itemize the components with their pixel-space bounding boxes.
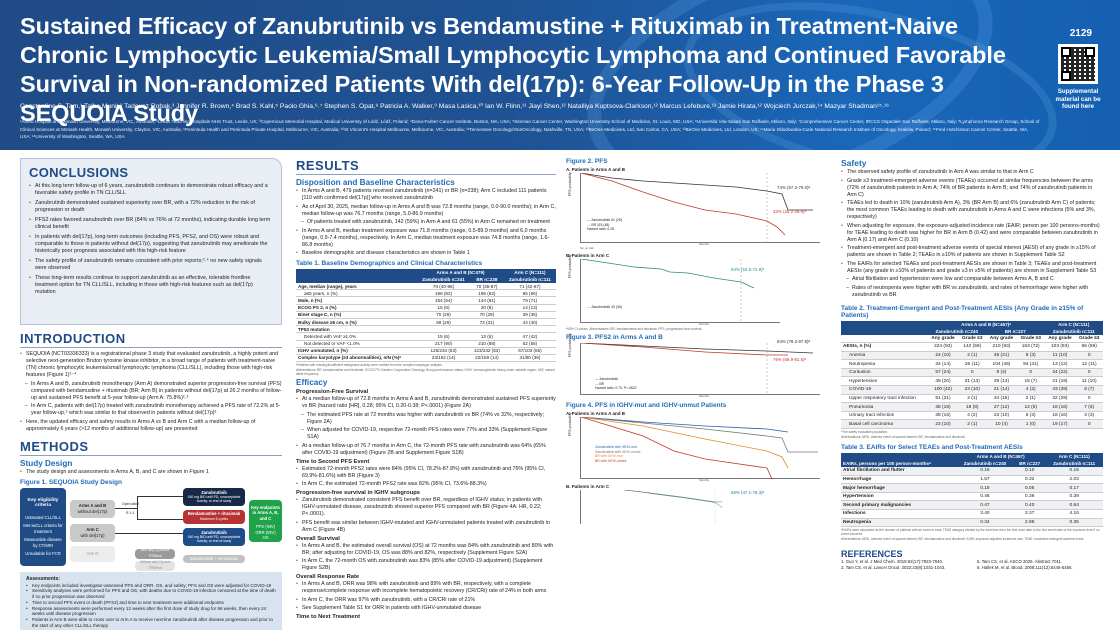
list-item: • At a median follow-up of 76.7 months in Arm C, the 72-month PFS rate with zanubrutinib was 64% (65% after COVID-19 adjustment) (Figure 2B and Supplement Figure S1B): [296, 443, 556, 457]
connector-line: [137, 496, 183, 497]
list-item: • In Arm C, the estimated 72-month PFS2 rate was 82% (95% CI, 73.6%-88.3%): [296, 481, 556, 488]
pfs2-heading: Time to Second PFS Event: [296, 458, 370, 465]
table-row: Male, n (%) 154 (64) 144 (61) 79 (71): [296, 297, 556, 304]
list-item: – Of patients treated with zanubrutinib, 142 (59%) in Arm A and 61 (55%) in Arm C remained on treatment: [296, 219, 556, 226]
table-row: TP53 mutation: [296, 326, 556, 333]
connector-line: [115, 533, 183, 534]
fig2a-risk-table: No. at risk: [580, 246, 594, 250]
table3-title: Table 3. EAIRs for Select TEAEs and Post-Treatment AESIs: [841, 444, 1023, 452]
conclusions-list: [29, 183, 273, 296]
list-item: • In Arms A and B, 479 patients received zanubrutinib (n=241) or BR (n=238); Arm C included 111 patients [110 with confirmed del(17p)] who received zanubrutinib: [296, 188, 556, 202]
list-item: • In Arm C, the 72-month OS with zanubrutinib was 83% (85% after COVID-19 adjustment) (Supplement Figure S2B): [296, 558, 556, 572]
table2: Arms A and B (N=467)ᵃ Arm C (N=111) Zanubrutinib n=240 BR n=227 Zanubrutinib n=111 Any grade Grade ≥3 Any grade Grade ≥3 Any grade Grade ≥3 AESIs, n (%) 224 (93) 142 (59) 210 (93) 163 (72) 103 (93) 65 (59) Anemia 24 (10) 2 (1) 48 (21) 6 (3) 11 (10) 0 Neutropenia 34 (14) 26 (11) 104 (46) 94 (41) 13 (12) 12 (11) Contusion 57 (24) 0 9 (4) 0 24 (22) 0 Hypertension 49 (20) 31 (13) 29 (13) 15 (7) 21 (19) 11 (10) COVID-19 100 (42) 23 (10) 21 (14) 4 (2) 43 (39) 8 (7) Upper respiratory tract infection 51 (21) 2 (1) 34 (15) 2 (1) 32 (29) 0 Pneumonia 38 (16) 18 (8) 27 (12) 12 (5) 18 (16) 7 (6) Urinary tract infection 38 (16) 4 (2) 23 (10) 6 (3) 18 (16) 3 (3) Basal cell carcinoma 23 (10) 2 (1) 10 (4) 1 (0) 19 (17) 0: [841, 321, 1103, 430]
table-row: Neutropenia 34 (14) 26 (11) 104 (46) 94 (41) 13 (12) 12 (11): [841, 360, 1103, 369]
table-row: Not detected or VAF <1.0% 217 (90) 210 (88) 62 (56): [296, 340, 556, 347]
reference-item: 5. Tam CS, et al. ASCO 2025. Abstract 7011.: [977, 559, 1063, 565]
fig3-br-annotation: 76% (69.9-81.6)ᵃ: [773, 357, 807, 363]
open-label-text: Open label: [122, 501, 139, 506]
figure2b-panel: B. Patients in Arm C: [566, 252, 610, 258]
table-row: Hypertension 0.46 0.36 0.38: [841, 492, 1103, 501]
br-box: Bendamustine + rituximab Maximum 6 cycles: [183, 510, 245, 524]
column-2: [296, 158, 556, 621]
introduction-list: [20, 351, 282, 433]
fig4a-legend: Zanubrutinib with IGHV-mut Zanubrutinib with IGHV-unmut BR with IGHV-mut BR with IGHV-unmut: [595, 445, 641, 463]
figure2-footnote: ᵃ95% CI values. Abbreviations: BR, bendamustine and rituximab; PFS, progression-free survival.: [566, 327, 703, 332]
figure2-title: Figure 2. PFS: [566, 158, 608, 165]
list-item: • TEAEs led to death in 10% (zanubrutinib Arm A), 3% (BR Arm B) and 6% (zanubrutinib Arm C) of patients; the most common TEAEs leading to death with zanubrutinib in Arms A and C were infections (5% and 3%, respectively): [841, 200, 1103, 221]
arms-ab-box: Arms A and B without del(17p): [70, 500, 115, 518]
list-item: • Time to second PFS event or death (PFS2) and time to next treatment were additional endpoints: [26, 600, 276, 606]
ttnt-heading: Time to Next Treatment: [296, 614, 360, 621]
list-item: • At a median follow-up of 72.8 months in Arms A and B, zanubrutinib demonstrated sustained PFS superiority vs BR (hazard ratio [HR], 0.28; 95% CI, 0.20-0.38; P<.0001) (Figure 2A): [296, 396, 556, 410]
list-item: • When adjusting for exposure, the exposure-adjusted incidence rate (EAIR; person per 100 persons-months) for TEAE leading to death was higher for BR in Arm B (0.42) and were comparable between zanubrutinib in Arm A (0.17) and Arm C (0.10): [841, 223, 1103, 244]
table1: Arms A and B (N=479) Arm C (N=111) Zanubrutinib n=241 BR n=238 Zanubrutinib n=111 Age, median (range), years 70 (40-86) 70 (35-87) 71 (42-87) ≥65 years, n (%) 198 (82) 195 (82) 95 (86) Male, n (%) 154 (64) 144 (61) 79 (71) ECOG PS 2, n (%) 15 (6) 20 (8) 14 (13) Binet stage C, n (%) 70 (29) 70 (29) 39 (35) Bulky disease ≥5 cm, n (%) 69 (29) 73 (31) 44 (40) TP53 mutation Detected with VAF ≥1.0% 15 (6) 13 (6) 47 (42) Not detected or VAF <1.0% 217 (90) 210 (88) 62 (56) IGHV unmutated, n (%) 125/234 (53) 123/232 (53) 67/103 (65) Complex karyotype (≥3 abnormalities), n/N (%)ᵃ 23/162 (14) 22/159 (14) 31/80 (39): [296, 269, 556, 362]
fig2b-legend: — Zanubrutinib 40 (36): [587, 304, 622, 309]
table2-footnote: ᵃThe safety evaluable population.: [841, 430, 889, 435]
list-item: • The EAIRs for selected TEAEs and post-treatment AESIs are shown in Table 3; TEAEs and post-treatment AESIs (any grade in ≥10% of patients and grade ≥3 in ≥5% of patients) are shown in Supplement Table S3: [841, 261, 1103, 275]
os-heading: Overall Survival: [296, 535, 340, 542]
list-item: • PFS benefit was similar between IGHV-mutated and IGHV-unmutated patients treated with zanubrutinib in Arm C (Figure 4B): [296, 520, 556, 534]
connector-line: [137, 496, 138, 519]
table-row: Major hemorrhage 0.18 0.05 0.17: [841, 484, 1103, 493]
list-item: • See Supplement Table S1 for ORR in patients with IGHV-unmutated disease: [296, 605, 556, 612]
table1-title: Table 1. Baseline Demographics and Clinical Characteristics: [296, 260, 483, 267]
fig2b-axis-label: Months: [699, 322, 709, 326]
list-item: • PFS2 rates favored zanubrutinib over BR (84% vs 76% at 72 months), indicating durable long term clinical benefit: [29, 217, 273, 231]
table-row: Bulky disease ≥5 cm, n (%) 69 (29) 73 (31) 44 (40): [296, 318, 556, 325]
list-item: • Baseline demographic and disease characteristics are shown in Table 1: [296, 250, 556, 257]
zanubrutinib-box: Zanubrutinib 160 mg BID until PD, unacceptable toxicity, or end of study: [183, 488, 245, 506]
disposition-heading: Disposition and Baseline Characteristics: [296, 178, 455, 187]
affiliations: ¹Alfred Hospital and Monash University, Melbourne, VIC, Australia; ²Leeds Teaching Hospitals NHS Trust, Leeds, UK; ³Copernicus Memorial Hospital, Medical University of Łódź, Łódź, Poland; ⁴Dana-Farber Cancer Institute, Boston, MA, USA; ⁵Siteman Cancer Center, Washington University School of Medicine, St. Louis, MO, USA; ⁶Università Vita-Salute San Raffaele, Milano, Italy; ⁷Comprehensive Cancer Center, IRCCS Ospedale San Raffaele, Milano, Italy; ⁸Lymphoma Research Group, School of Clinical Sciences at Monash Health, Monash University, Clayton, VIC, Australia; ⁹Peninsula Health and Peninsula Private Hospital, Melbourne, VIC, Australia; ¹⁰St Vincent's Hospital Melbourne, Melbourne, VIC, Australia; ¹¹Tennessee Oncology/OneOncology, Nashville, TN, USA; ¹²BeOne Medicines, Ltd, San Carlos, CA, USA; ¹³BeOne Medicines, Ltd, London, UK; ¹⁴Maria Sklodowska-Curie National Research Institute of Oncology, Kraków, Poland; ¹⁵Fred Hutchinson Cancer Center, Seattle, WA, USA; ¹⁶University of Washington, Seattle, WA, USA: [20, 119, 1040, 139]
table3: Arms A and B (N=467) Arm C (N=111) EAIRs, persons per 100 person-monthsᵃ Zanubrutinib n=240 BR n=227 Zanubrutinib n=111 Atrial fibrillation and flutter 0.16 0.10 0.15 Hemorrhage 1.57 0.32 2.03 Major hemorrhage 0.18 0.05 0.17 Hypertension 0.46 0.36 0.38 Second primary malignancies 0.47 0.40 0.64 Infections 3.40 3.37 4.16 Neutropenia 0.34 2.95 0.35: [841, 453, 1103, 527]
fig4a-axis-label: Months: [699, 479, 709, 483]
arm-d-box: Arm D: [70, 546, 115, 562]
list-item: • In Arms A and B, the estimated overall survival (OS) at 72 months was 84% with zanubrutinib and 80% with BR; after adjusting for COVID-19, OS was 88% and 82%, respectively (Supplement Figure S2A): [296, 543, 556, 557]
list-item: • In Arm C, the ORR was 97% with zanubrutinib, with a CR/CRi rate of 21%: [296, 597, 556, 604]
list-item: • Estimated 72-month PFS2 rates were 84% (95% CI, 78.2%-87.8%) with zanubrutinib and 76% (95% CI, 69.9%-81.6%) with BR (Figure 3): [296, 466, 556, 480]
table2-title: Table 2. Treatment-Emergent and Post-Treatment AESIs (Any Grade in ≥15% of Patients): [841, 304, 1084, 319]
list-item: • These long-term results continue to support zanubrutinib as an effective, tolerable frontline treatment option for TN CLL/SLL, including in those with high-risk features such as del(17p) mutation: [29, 275, 273, 297]
list-item: • SEQUOIA (NCT03336333) is a registrational phase 3 study that evaluated zanubrutinib, a highly potent and selective next-generation Bruton tyrosine kinase inhibitor, in a broad range of patients with treatment-naive (TN) chronic lymphocytic leukemia/small lymphocytic lymphoma (CLL/SLL), including those with high-risk features (Figure 1)¹⁻⁴: [20, 351, 282, 379]
table-row: Basal cell carcinoma 23 (10) 2 (1) 10 (4) 1 (0) 19 (17) 0: [841, 420, 1103, 429]
fig3-legend: — Zanubrutinib — BR Hazard ratio: 0.70; P=.0622: [595, 377, 637, 391]
figure2a-panel: A. Patients in Arms A and B: [566, 167, 626, 172]
fig2b-annotation: 64% (53.6-72.8)ᵃ: [731, 266, 765, 272]
table3-footnote: ᵃEAIRs were calculated as the number of patients with an event in each TEAE category divided by the total time from the first dose date to the first event date or the exposure time if no event occurred.: [841, 528, 1100, 537]
km-chart-fig3: PFS probability 84% (78.2-87.8)ᵃ 76% (69.9-81.6)ᵃ — Zanubrutinib — BR Hazard ratio: 0.70; P=.0622: [580, 343, 820, 395]
list-item: – Atrial fibrillation and hypertension were low and comparable between Arms A, B and C: [841, 276, 1103, 283]
table2-abbreviations: Abbreviations: AESI, adverse event of special interest; BR, bendamustine and rituximab.: [841, 435, 966, 440]
list-item: • In Arms A and B, median treatment exposure was 71.8 months (range, 0.5-89.9 months) and 6.0 months (range, 0.9-7.4 months), respectively. In Arm C, median treatment exposure was 74.8 months (range, 1.6-86.8 months): [296, 228, 556, 249]
fig2a-axis-label: Months: [699, 243, 709, 246]
list-item: • The study design and assessments in Arms A, B, and C are shown in Figure 1: [20, 469, 282, 476]
table-row: Upper respiratory tract infection 51 (21) 2 (1) 34 (15) 2 (1) 32 (29) 0: [841, 394, 1103, 403]
table1-footnote: ᵃPatients with missing/insufficient metaphase activity were omitted from the complex karyotype analysis.: [296, 363, 443, 368]
table-row: Binet stage C, n (%) 70 (29) 70 (29) 39 (35): [296, 311, 556, 318]
reference-item: 1. Guo Y, et al. J Med Chem. 2019;62(17):7923-7940.: [841, 559, 944, 565]
list-item: • The safety profile of zanubrutinib remains consistent with prior reports;²˒⁴ no new safety signals were observed: [29, 258, 273, 272]
km-chart-fig2a: PFS probability 74% (67.2-79.0)ᵃ 32% (25.2-39.9)ᵃ — Zanubrutinib 61 (25) — BR 115 (48) Hazard ratio: 0.28: [580, 173, 820, 243]
zanubrutinib-arm-c-box: Zanubrutinib 160 mg BID until PD, unacceptable toxicity, or end of study: [183, 528, 245, 546]
list-item: • Patients in Arm B were able to cross over to Arm A to receive next-line zanubrutinib after disease progression and prior to the start of any other CLL/SLL therapy: [26, 617, 276, 629]
list-item: – Rates of neutropenia were higher with BR vs zanubrutinib, and rates of hemorrhage were higher with zanubrutinib vs BR: [841, 285, 1103, 299]
poster-number: 2129: [1069, 28, 1092, 39]
connector-line: [115, 508, 137, 509]
list-item: • Here, the updated efficacy and safety results in Arms A vs B and Arm C with a median follow-up of approximately 6 years (>12 months of additional follow-up) are presented: [20, 419, 282, 433]
table-row: Pneumonia 38 (16) 18 (8) 27 (12) 12 (5) 18 (16) 7 (6): [841, 403, 1103, 412]
table-row: Infections 3.40 3.37 4.16: [841, 510, 1103, 519]
zanu-ven-box: Zanubrutinib + venetoclax: [183, 555, 245, 563]
km-chart-fig4a: PFS probability Zanubrutinib with IGHV-mut Zanubrutinib with IGHV-unmut BR with IGHV-mut BR with IGHV-unmut: [580, 417, 820, 479]
table-row: Hemorrhage 1.57 0.32 2.03: [841, 475, 1103, 484]
figure4a-panel: A. Patients in Arms A and B: [566, 411, 626, 417]
arm-c-box: Arm C with del(17p): [70, 524, 115, 542]
list-item: – The estimated PFS rate at 72 months was higher with zanubrutinib vs BR (74% vs 32%, respectively; Figure 2A): [296, 412, 556, 426]
fig3-zanu-annotation: 84% (78.2-87.8)ᵃ: [777, 339, 811, 345]
list-item: – When adjusted for COVID-19, respective 72-month PFS rates were 77% and 33% (Supplement Figure S1A): [296, 427, 556, 441]
list-item: • Sensitivity analyses were performed for PFS and OS, with deaths due to COVID-19 infection censored at the time of death if no prior progression was observed: [26, 588, 276, 600]
column-3: [566, 158, 828, 524]
table-row: AESIs, n (%) 224 (93) 142 (59) 210 (93) 163 (72) 103 (93) 65 (59): [841, 343, 1103, 352]
figure4-title: Figure 4. PFS in IGHV-mut and IGHV-unmut Patients: [566, 402, 727, 410]
list-item: • As of April 30, 2025, median follow-up in Arms A and B was 72.8 months (range, 0.0-90.0 months); in Arm C, median follow-up was 76.7 months (range, 5.0-86.9 months): [296, 204, 556, 218]
results-heading: RESULTS: [296, 158, 556, 175]
table3-abbreviations: Abbreviations: AESI, adverse event of special interest; BR, bendamustine and rituximab; EAIR, exposure-adjusted incidence rate; TEAE, treatment-emergent adverse event.: [841, 537, 1085, 542]
km-chart-fig2b: PFS probability 64% (53.6-72.8)ᵃ — Zanubrutinib 40 (36): [580, 259, 780, 323]
column-4: [841, 158, 1103, 571]
reference-item: 2. Tam CS, et al. Lancet Oncol. 2022;23(8):1031-1043.: [841, 565, 946, 571]
safety-heading: Safety: [841, 158, 867, 168]
fig3-axis-label: Months: [699, 395, 709, 399]
list-item: • In Arms A and B, ORR was 98% with zanubrutinib and 89% with BR, respectively, with a complete response/complete response with incomplete hematopoietic recovery (CR/CRi) rate of 24% in both arms: [296, 581, 556, 595]
fig2a-br-annotation: 32% (25.2-39.9)ᵃ: [773, 209, 807, 214]
fig4b-annotation: 65% (47.1-78.3)ᵃ: [731, 489, 765, 495]
authors: Constantine S. Tam,¹ Talha Munir,² Tadeusz Robak,³ Jennifer R. Brown,⁴ Brad S. Kahl,⁵ Paolo Ghia,⁶˒⁷ Stephen S. Opat,⁸ Patricia A. Walker,⁹ Masa Lasica,¹⁰ Ian W. Flinn,¹¹ Jiayi Shen,¹² Natalliya Kuptsova-Clarkson,¹² Marcus Lefebure,¹³ Jamie Hirata,¹² Wojciech Jurczak,¹⁴ Mazyar Shadman¹⁵˒¹⁶: [20, 103, 890, 110]
list-item: • Zanubrutinib demonstrated sustained superiority over BR, with a 72% reduction in the risk of progression or death: [29, 200, 273, 214]
fig2a-zanu-annotation: 74% (67.2-79.0)ᵃ: [777, 185, 811, 190]
poster-title: Sustained Efficacy of Zanubrutinib vs Bendamustine + Rituximab in Treatment-Naive Chronic Lymphocytic Leukemia/Small Lymphocytic Lymphoma and Continued Favorable Survival in Non-randomized Patients With del(17p): 6-Year Follow-Up in the Phase 3 SEQUOIA Study: [20, 13, 1006, 126]
table-row: ≥65 years, n (%) 198 (82) 195 (82) 95 (86): [296, 290, 556, 297]
list-item: • At this long term follow-up of 6 years, zanubrutinib continues to demonstrate robust efficacy and a favorable safety profile in TN CLL/SLL: [29, 183, 273, 197]
figure3-title: Figure 3. PFS2 in Arms A and B: [566, 334, 663, 342]
arm-d-nodel17p-box: Without del(17p) and TP53mut: [135, 561, 175, 571]
assessments-title: Assessments:: [26, 575, 60, 582]
arm-d-del17p-box: With del(17p) and/or TP53mut: [135, 549, 175, 559]
references-list: [841, 559, 1103, 571]
km-chart-fig4b: [580, 490, 780, 524]
supplemental-note: Supplemental material can be found here: [1055, 88, 1101, 110]
methods-heading: METHODS: [20, 439, 282, 456]
list-item: – In Arm C, patients with del(17p) treated with zanubrutinib monotherapy achieved a PFS rate of 72.2% at 5-year follow-up,⁵ which was similar to that observed in patients without del(17p)³: [20, 403, 282, 417]
conclusions-box: [20, 158, 282, 325]
fig2a-legend: — Zanubrutinib 61 (25) — BR 115 (48) Hazard ratio: 0.28: [587, 218, 622, 231]
figure1-title: Figure 1. SEQUOIA Study Design: [20, 478, 122, 486]
conclusions-heading: CONCLUSIONS: [29, 165, 129, 180]
table1-abbreviations: Abbreviations: BR, bendamustine and rituximab; ECOG PS, Eastern Cooperative Oncology Group performance status; IGHV, immunoglobulin heavy-chain variable region; VAF, variant allele frequency.: [296, 368, 555, 377]
qr-code-icon[interactable]: [1058, 44, 1098, 84]
table-row: Neutropenia 0.34 2.95 0.35: [841, 518, 1103, 527]
assessments-box: [20, 572, 282, 630]
randomization-ratio: R 1:1: [126, 510, 135, 515]
connector-line: [137, 519, 183, 520]
table-row: ECOG PS 2, n (%) 15 (6) 20 (8) 14 (13): [296, 304, 556, 311]
list-item: • Grade ≥3 treatment-emergent adverse events (TEAEs) occurred at similar frequencies between the arms (72% of zanubrutinib patients in Arm A; 74% of BR patients in Arm B; and 74% of zanubrutinib patients in Arm C): [841, 178, 1103, 199]
table-row: Hypertension 49 (20) 31 (13) 29 (13) 15 (7) 21 (19) 11 (10): [841, 377, 1103, 386]
figure4b-panel: B. Patients in Arm C: [566, 483, 610, 489]
table-row: IGHV unmutated, n (%) 125/234 (53) 123/232 (53) 67/103 (65): [296, 347, 556, 354]
pfs-heading: Progression-Free Survival: [296, 389, 369, 396]
reference-item: 6. Hallek M, et al. Blood. 2008;111(12):5446-5456.: [977, 565, 1073, 571]
efficacy-heading: Efficacy: [296, 378, 328, 388]
eligibility-box: Key eligibility criteria Untreated CLL/SLL Met iwCLL criteria for treatment Measurable disease by CT/MRI Unsuitable for FCR: [20, 488, 66, 566]
list-item: • Key endpoints included investigator-assessed PFS and ORR, OS, and safety; PFS and OS were adjusted for COVID-19: [26, 583, 276, 589]
table-row: Age, median (range), years 70 (40-86) 70 (35-87) 71 (42-87): [296, 283, 556, 290]
table-row: COVID-19 100 (42) 23 (10) 21 (14) 4 (2) 43 (39) 8 (7): [841, 386, 1103, 395]
introduction-heading: INTRODUCTION: [20, 331, 282, 348]
table-row: Complex karyotype (≥3 abnormalities), n/N (%)ᵃ 23/162 (14) 22/159 (14) 31/80 (39): [296, 354, 556, 361]
table-row: Atrial fibrillation and flutter 0.16 0.10 0.15: [841, 467, 1103, 475]
references-heading: REFERENCES: [841, 549, 903, 560]
column-1: [20, 158, 282, 629]
study-design-heading: Study Design: [20, 458, 73, 468]
study-design-diagram: [20, 488, 282, 629]
orr-heading: Overall Response Rate: [296, 574, 360, 581]
list-item: • Treatment-emergent and post-treatment adverse events of special interest (AESI) of any grade in ≥15% of patients are shown in Table 2; TEAEs in ≥10% of patients are shown in Supplement Table S2: [841, 245, 1103, 259]
table-row: Anemia 24 (10) 2 (1) 48 (21) 6 (3) 11 (10) 0: [841, 351, 1103, 360]
table-row: Contusion 57 (24) 0 9 (4) 0 24 (22) 0: [841, 368, 1103, 377]
list-item: • In patients with del(17p), long-term outcomes (including PFS, PFS2, and OS) were robust and comparable to those in patients without del(17p), suggesting that zanubrutinib may ameliorate the historically poor prognosis associated with this high-risk feature: [29, 234, 273, 256]
list-item: • Zanubrutinib demonstrated consistent PFS benefit over BR, regardless of IGHV status; in patients with IGHV-unmutated disease, zanubrutinib showed superior PFS compared with BR (Figure 4A: HR, 0.22; P<.0001).: [296, 497, 556, 518]
table-row: Detected with VAF ≥1.0% 15 (6) 13 (6) 47 (42): [296, 333, 556, 340]
endpoints-box: Key endpoints in Arms A, B, and C PFS (INV) ORR (INV) OS Safety per CTCAE: [249, 500, 282, 542]
list-item: • The observed safety profile of zanubrutinib in Arm A was similar to that in Arm C: [841, 169, 1103, 176]
ighv-heading: Progression-free survival in IGHV subgroups: [296, 490, 421, 497]
list-item: • Response assessments were performed every 12 weeks after the first dose of study drug for 96 weeks, then every 24 weeks until disease progression: [26, 606, 276, 618]
table-row: Urinary tract infection 38 (16) 4 (2) 23 (10) 6 (3) 18 (16) 3 (3): [841, 411, 1103, 420]
table-row: Second primary malignancies 0.47 0.40 0.64: [841, 501, 1103, 510]
list-item: – In Arms A and B, zanubrutinib monotherapy (Arm A) demonstrated superior progression-free survival (PFS) compared with bendamustine + rituximab (BR; Arm B) in patients without del(17p) at 26.2 months of follow-up and sustained PFS benefit at 5-year follow-up (Arm A: 75.8%)²˒³: [20, 381, 282, 402]
poster-header: [0, 0, 1120, 150]
